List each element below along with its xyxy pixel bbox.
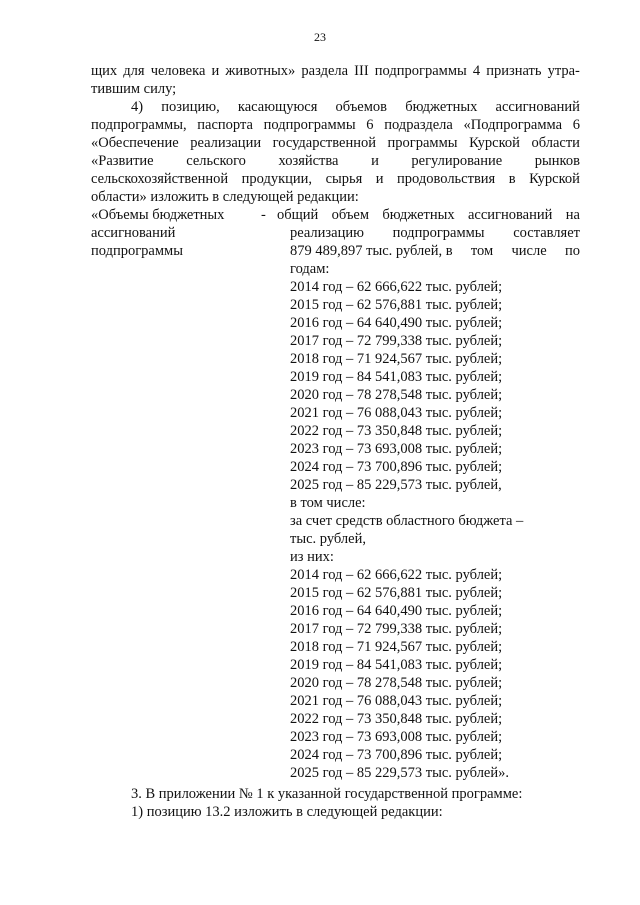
word: подраздела [384, 117, 453, 133]
word: и [371, 153, 379, 169]
section-3-item-1: 1) позицию 13.2 изложить в следующей редакции: [131, 804, 443, 820]
passport-value-line [277, 242, 580, 260]
word: рынков [534, 153, 580, 169]
years-regional-list [290, 566, 580, 782]
word: позицию, [161, 99, 220, 115]
word: Курской [469, 135, 520, 151]
year-amount-line: 2025 год – 85 229,573 тыс. рублей, [290, 477, 502, 493]
page-number: 23 [314, 30, 326, 44]
word: ассигнований [495, 99, 580, 115]
word: общий [277, 207, 319, 223]
word: и [211, 63, 220, 79]
year-amount-line: 2020 год – 78 278,548 тыс. рублей; [290, 387, 503, 403]
year-amount-line: 2018 год – 71 924,567 тыс. рублей; [290, 351, 503, 367]
word: реализации [190, 135, 262, 151]
passport-label: подпрограммы [91, 243, 183, 259]
word: для [123, 63, 145, 79]
year-amount-line: 2024 год – 73 700,896 тыс. рублей; [290, 459, 503, 475]
year-amount-line: 2018 год – 71 924,567 тыс. рублей; [290, 639, 503, 655]
year-amount-line: 2014 год – 62 666,622 тыс. рублей; [290, 279, 503, 295]
year-amount-line: 2023 год – 73 693,008 тыс. рублей; [290, 729, 503, 745]
year-amount-line: 2021 год – 76 088,043 тыс. рублей; [290, 405, 503, 421]
word: объем [331, 207, 370, 223]
word: 4 [472, 63, 481, 79]
word: подпрограммы, [91, 117, 187, 133]
word: 6 [366, 117, 374, 133]
word: 879 489,897 тыс. рублей, в [290, 243, 453, 259]
word: по [564, 243, 580, 259]
word: бюджетных [382, 207, 455, 223]
regional-budget-label: за счет средств областного бюджета – [290, 513, 524, 529]
word: 4) [131, 99, 144, 115]
year-amount-line: 2014 год – 62 666,622 тыс. рублей; [290, 567, 503, 583]
word: утра- [547, 63, 580, 79]
word: и [375, 171, 384, 187]
word: реализацию [290, 225, 364, 241]
year-amount-line: 2015 год – 62 576,881 тыс. рублей; [290, 585, 503, 601]
of-them-label: из них: [290, 549, 334, 565]
word: человека [150, 63, 206, 79]
passport-dash: - [261, 207, 266, 223]
word: Курской [529, 171, 580, 187]
intro-line [91, 170, 580, 188]
years-total-list [290, 278, 580, 494]
passport-table [91, 206, 580, 782]
year-amount-line: 2016 год – 64 640,490 тыс. рублей; [290, 315, 503, 331]
passport-label-column [91, 206, 261, 782]
word: «Развитие [91, 153, 154, 169]
word: сельского [186, 153, 246, 169]
word: «Подпрограмма [463, 117, 563, 133]
word: бюджетных [405, 99, 478, 115]
passport-years-block [277, 260, 580, 782]
word: 6 [572, 117, 580, 133]
word: подпрограммы [263, 117, 356, 133]
section-3-line: 3. В приложении № 1 к указанной государственной программе: [131, 786, 523, 802]
word: паспорта [197, 117, 253, 133]
word: раздела [301, 63, 349, 79]
year-amount-line: 2019 год – 84 541,083 тыс. рублей; [290, 657, 503, 673]
word: III [354, 63, 369, 79]
word: на [565, 207, 580, 223]
item-4-line [91, 98, 580, 116]
regional-budget-unit: тыс. рублей, [290, 531, 366, 547]
year-amount-line: 2023 год – 73 693,008 тыс. рублей; [290, 441, 503, 457]
word: том [470, 243, 494, 259]
year-amount-line: 2017 год – 72 799,338 тыс. рублей; [290, 333, 503, 349]
word: касающуюся [237, 99, 318, 115]
year-amount-line: 2019 год – 84 541,083 тыс. рублей; [290, 369, 503, 385]
year-amount-line: 2016 год – 64 640,490 тыс. рублей; [290, 603, 503, 619]
intro-line [91, 152, 580, 170]
word: регулирование [411, 153, 503, 169]
intro-line [91, 134, 580, 152]
passport-label: ассигнований [91, 225, 176, 241]
year-amount-line: 2020 год – 78 278,548 тыс. рублей; [290, 675, 503, 691]
year-amount-line: 2017 год – 72 799,338 тыс. рублей; [290, 621, 503, 637]
intro-line: области» изложить в следующей редакции: [91, 189, 359, 205]
word: ассигнований [467, 207, 553, 223]
including-label: в том числе: [290, 495, 366, 511]
word: подпрограммы [374, 63, 467, 79]
word: составляет [513, 225, 580, 241]
year-amount-line: 2015 год – 62 576,881 тыс. рублей; [290, 297, 503, 313]
word: щих [91, 63, 118, 79]
word: продукции, [241, 171, 313, 187]
word: в [508, 171, 516, 187]
word: животных» [225, 63, 296, 79]
word: области [531, 135, 580, 151]
year-amount-line: 2025 год – 85 229,573 тыс. рублей». [290, 765, 510, 781]
word: продовольствия [397, 171, 496, 187]
word: признать [486, 63, 542, 79]
word: сырья [325, 171, 363, 187]
passport-value-line [277, 224, 580, 242]
word: подпрограммы [392, 225, 485, 241]
year-amount-line: 2022 год – 73 350,848 тыс. рублей; [290, 711, 503, 727]
word: объемов [335, 99, 388, 115]
intro-line: тившим силу; [91, 81, 177, 97]
word: хозяйства [278, 153, 339, 169]
document-body [91, 62, 580, 821]
word: сельскохозяйственной [91, 171, 229, 187]
word: числе [511, 243, 547, 259]
word: государственной [272, 135, 376, 151]
intro-line [91, 62, 580, 80]
passport-label: «Объемы бюджетных [91, 207, 225, 223]
intro-line [91, 116, 580, 134]
passport-value-line [277, 206, 580, 224]
year-amount-line: 2022 год – 73 350,848 тыс. рублей; [290, 423, 503, 439]
year-amount-line: 2021 год – 76 088,043 тыс. рублей; [290, 693, 503, 709]
following-section [91, 785, 580, 821]
year-amount-line: 2024 год – 73 700,896 тыс. рублей; [290, 747, 503, 763]
word: программы [387, 135, 458, 151]
passport-value-line: годам: [290, 261, 330, 277]
passport-value-column [277, 206, 580, 782]
word: «Обеспечение [91, 135, 179, 151]
